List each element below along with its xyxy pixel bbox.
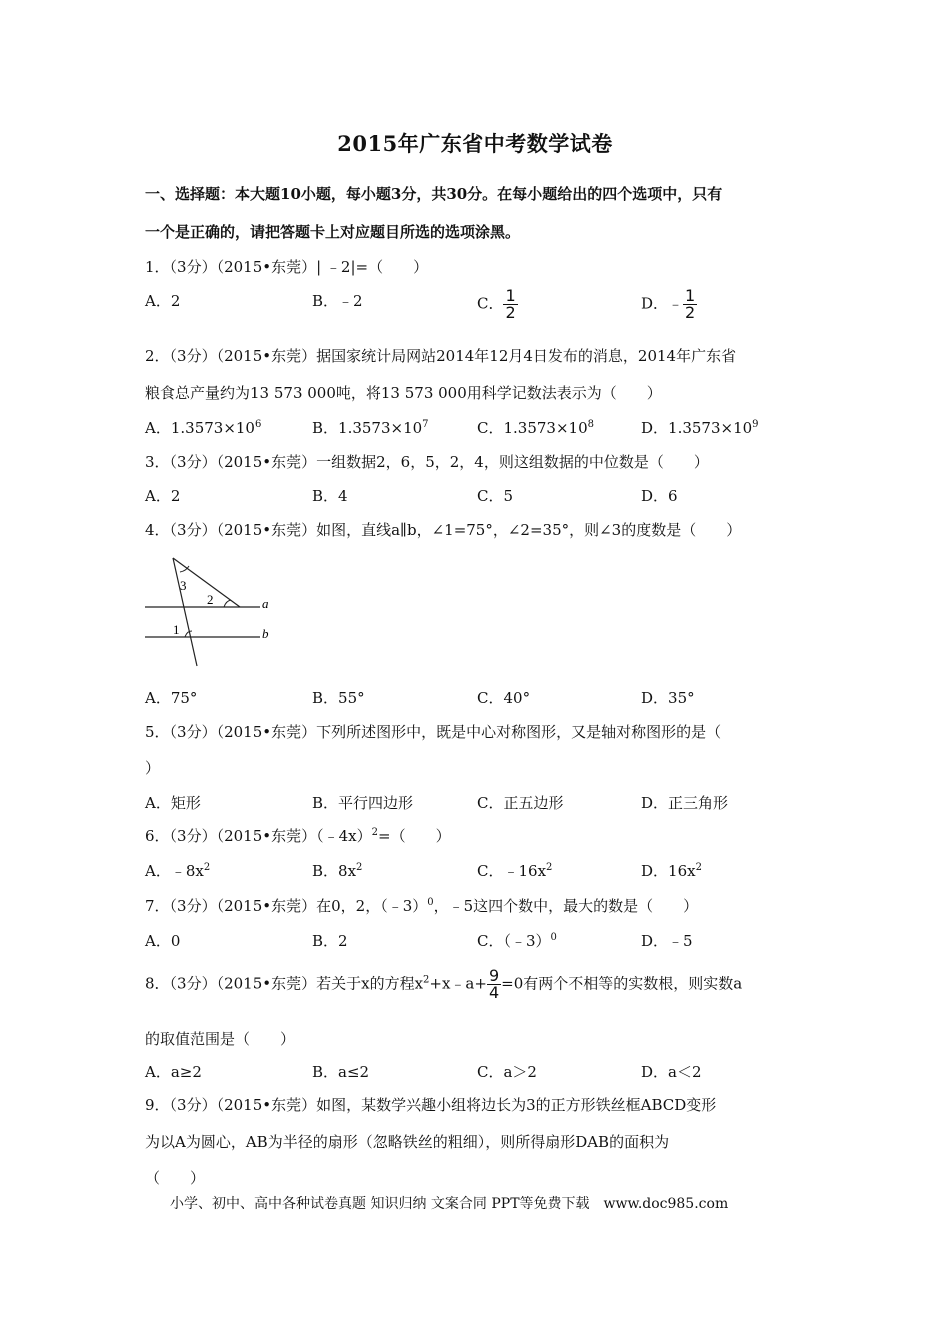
question-8-line2: 的取值范围是（ ） [145, 1030, 296, 1048]
option-text: C．1.3573×10 [477, 419, 588, 437]
exponent: 2 [423, 974, 430, 986]
fraction-denominator: 2 [505, 303, 516, 322]
question-1-option-b: B．﹣2 [312, 292, 363, 310]
option-label: D． [641, 294, 669, 313]
stem-text: 7．（3分）（2015•东莞）在0，2，（﹣3） [145, 897, 428, 915]
option-text: B．1.3573×10 [312, 419, 423, 437]
fraction-numerator: 9 [488, 966, 500, 985]
question-3-stem: 3．（3分）（2015•东莞）一组数据2，6，5，2，4，则这组数据的中位数是（ ） [145, 453, 709, 471]
line-a-label: a [262, 596, 269, 611]
option-text: A．1.3573×10 [145, 419, 255, 437]
question-6-option-b [312, 860, 362, 881]
exponent: 0 [427, 897, 434, 908]
question-3-option-a: A．2 [145, 487, 181, 505]
minus-sign: ﹣ [668, 294, 684, 313]
question-2-option-b [312, 417, 429, 438]
angle-2-arc [224, 600, 231, 607]
question-5-option-c: C．正五边形 [477, 794, 564, 812]
question-4-stem: 4．（3分）（2015•东莞）如图，直线a∥b，∠1=75°，∠2=35°，则∠3的度数是（ ） [145, 521, 742, 539]
exponent: 2 [203, 862, 211, 873]
question-8-option-b: B．a≤2 [312, 1063, 370, 1081]
option-text: D．1.3573×10 [641, 419, 753, 437]
question-5-option-b: B．平行四边形 [312, 794, 414, 812]
option-label: C． [477, 294, 504, 313]
option-text: C．﹣16x [477, 862, 547, 880]
question-5-option-d: D．正三角形 [641, 794, 729, 812]
line-b-label: b [262, 626, 269, 641]
question-9-line1: 9．（3分）（2015•东莞）如图，某数学兴趣小组将边长为3的正方形铁丝框ABCD变形 [145, 1096, 717, 1114]
angle-3-label: 3 [180, 578, 187, 593]
option-text: C．（﹣3） [477, 932, 551, 950]
question-7-option-c [477, 930, 557, 951]
fraction-denominator: 4 [488, 983, 500, 1002]
fraction [487, 968, 501, 1001]
stem-text: ，﹣5这四个数中，最大的数是（ ） [433, 897, 699, 915]
stem-text: +x﹣a+ [429, 974, 487, 993]
question-8-option-a: A．a≥2 [145, 1063, 202, 1081]
question-8-option-d: D．a＜2 [641, 1063, 702, 1081]
stem-text: 8．（3分）（2015•东莞）若关于x的方程x [145, 974, 424, 993]
question-1-option-d [641, 288, 697, 321]
question-5-option-a: A．矩形 [145, 794, 201, 812]
question-1-stem: 1．（3分）（2015•东莞）| ﹣2|=（ ） [145, 258, 429, 276]
fraction-denominator: 2 [685, 303, 696, 322]
question-6-option-c [477, 860, 552, 881]
exponent: 0 [550, 932, 557, 943]
question-7-stem [145, 895, 698, 916]
exponent: 7 [422, 419, 429, 430]
question-6-option-d [641, 860, 702, 881]
question-3-option-d: D．6 [641, 487, 678, 505]
question-2-line1: 2．（3分）（2015•东莞）据国家统计局网站2014年12月4日发布的消息，2014年广东省 [145, 347, 737, 365]
page-title: 2015年广东省中考数学试卷 [337, 131, 613, 156]
section-instructions-line1: 一、选择题：本大题10小题，每小题3分，共30分。在每小题给出的四个选项中，只有 [145, 185, 723, 203]
fraction-numerator: 1 [685, 286, 696, 305]
exponent: 2 [695, 862, 702, 873]
section-instructions-line2: 一个是正确的，请把答题卡上对应题目所选的选项涂黑。 [145, 223, 521, 241]
question-2-option-a [145, 417, 261, 438]
question-2-option-d [641, 417, 759, 438]
question-7-option-a: A．0 [145, 932, 181, 950]
parallel-lines-figure [140, 552, 280, 670]
transversal-lower [173, 558, 197, 666]
exponent: 6 [254, 419, 262, 430]
question-4-option-a: A．75° [145, 689, 198, 707]
stem-text: =0有两个不相等的实数根，则实数a [501, 974, 743, 993]
option-text: A．﹣8x [145, 862, 204, 880]
question-4-option-d: D．35° [641, 689, 695, 707]
question-4-option-b: B．55° [312, 689, 365, 707]
stem-text: =（ ） [378, 827, 451, 845]
exponent: 2 [371, 827, 378, 838]
exponent: 9 [752, 419, 759, 430]
footer-note: 小学、初中、高中各种试卷真题 知识归纳 文案合同 PPT等免费下载 www.doc985.com [170, 1196, 729, 1212]
fraction [683, 288, 697, 321]
fraction-numerator: 1 [505, 286, 516, 305]
question-5-line1: 5．（3分）（2015•东莞）下列所述图形中，既是中心对称图形，又是轴对称图形的是（ [145, 723, 722, 741]
option-text: D．16x [641, 862, 696, 880]
question-2-option-c [477, 417, 594, 438]
option-text: B．8x [312, 862, 357, 880]
question-1-option-a: A．2 [145, 292, 181, 310]
question-6-stem [145, 825, 451, 846]
question-6-option-a [145, 860, 210, 881]
exponent: 8 [587, 419, 594, 430]
question-1-option-c [477, 288, 518, 321]
angle-2-label: 2 [207, 592, 214, 607]
exponent: 2 [546, 862, 553, 873]
question-9-line2: 为以A为圆心，AB为半径的扇形（忽略铁丝的粗细），则所得扇形DAB的面积为 [145, 1133, 670, 1151]
question-8-option-c: C．a＞2 [477, 1063, 537, 1081]
fraction [503, 288, 517, 321]
stem-text: 6．（3分）（2015•东莞）（﹣4x） [145, 827, 372, 845]
question-8-stem [145, 968, 742, 1001]
question-7-option-d: D．﹣5 [641, 932, 693, 950]
question-2-line2: 粮食总产量约为13 573 000吨，将13 573 000用科学记数法表示为（ ） [145, 384, 662, 402]
exponent: 2 [356, 862, 363, 873]
question-4-option-c: C．40° [477, 689, 531, 707]
question-9-line3: （ ） [145, 1169, 206, 1187]
question-3-option-b: B．4 [312, 487, 348, 505]
question-5-line2: ） [145, 759, 161, 777]
question-3-option-c: C．5 [477, 487, 514, 505]
angle-1-label: 1 [173, 622, 180, 637]
question-7-option-b: B．2 [312, 932, 348, 950]
